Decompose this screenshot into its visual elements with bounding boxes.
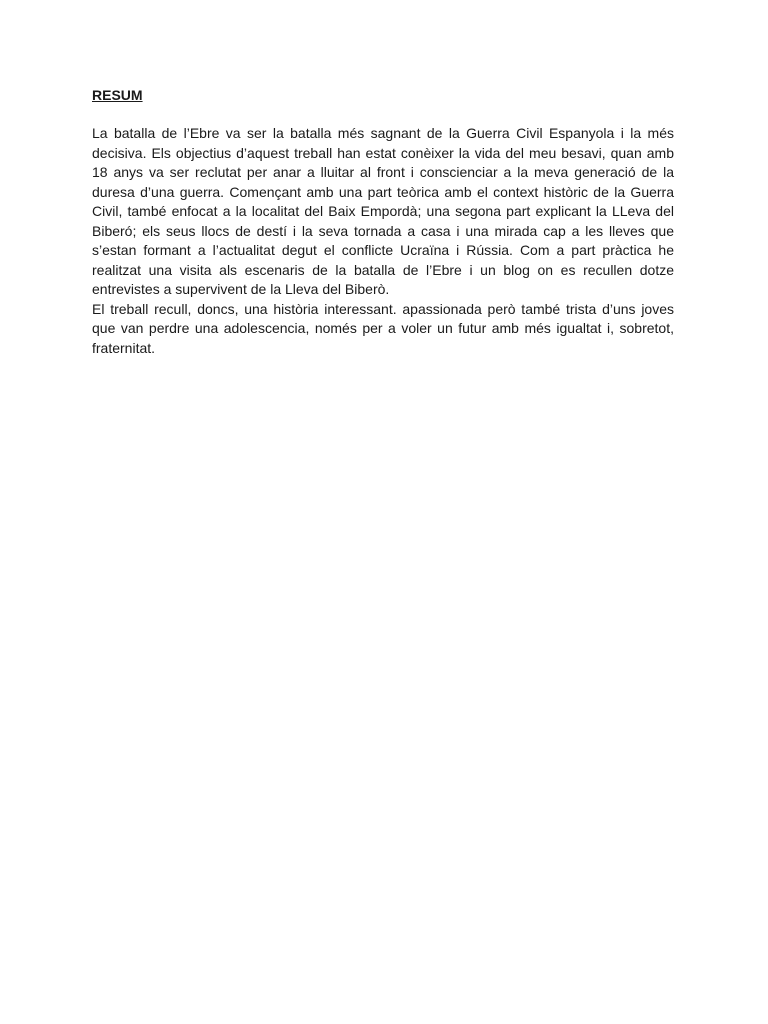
document-content <box>92 86 674 358</box>
abstract-paragraph-2: El treball recull, doncs, una història interessant. apassionada però també trista d’uns joves que van perdre una adolescencia, només per a voler un futur amb més igualtat i, sobretot, fraternitat. <box>92 300 674 356</box>
abstract-paragraph-1: La batalla de l’Ebre va ser la batalla més sagnant de la Guerra Civil Espanyola i la més decisiva. Els objectius d’aquest treball han estat conèixer la vida del meu besavi, quan amb 18 anys va ser reclutat per anar a lluitar al front i conscienciar a la meva generació de la duresa d’una guerra. Començant amb una part teòrica amb el context històric de la Guerra Civil, també enfocat a la localitat del Baix Empordà; una segona part explicant la LLeva del Biberó; els seus llocs de destí i la seva tornada a casa i una mirada cap a les lleves que s’estan formant a l’actualitat degut el conflicte Ucraïna i Rússia. Com a part pràctica he realitzat una visita als escenaris de la batalla de l’Ebre i un blog on es recullen dotze entrevistes a supervivent de la Lleva del Biberò. <box>92 125 674 297</box>
section-heading: RESUM <box>92 87 143 103</box>
